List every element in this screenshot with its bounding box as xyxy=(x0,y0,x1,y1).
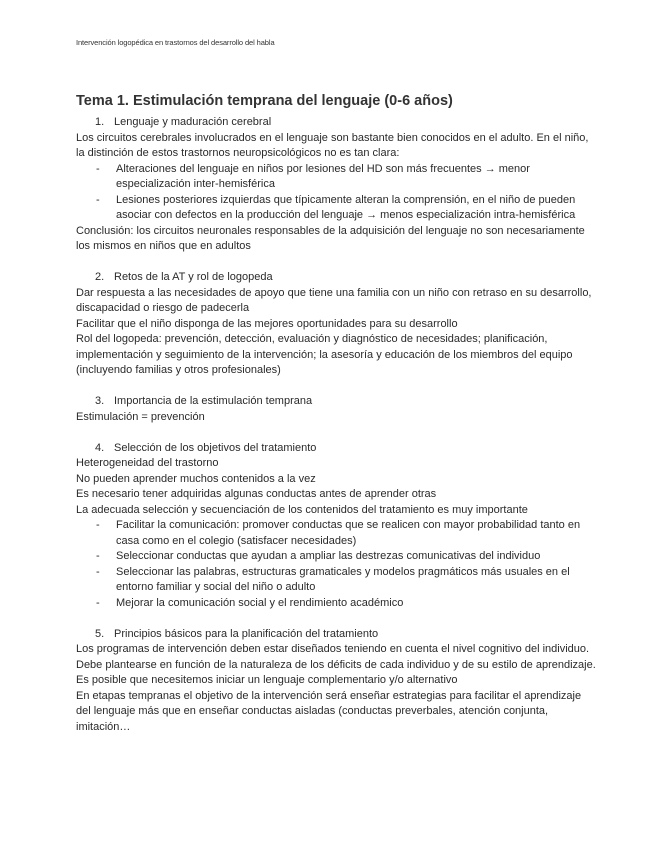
dash-marker: - xyxy=(96,193,100,206)
paragraph: Es necesario tener adquiridas algunas conductas antes de aprender otras xyxy=(76,488,437,500)
paragraph: En etapas tempranas el objetivo de la intervención será enseñar estrategias para facilitar el aprendizaje del lenguaje más que en enseñar conductas aisladas (conductas preverbales, atención conjunta, imitación… xyxy=(76,689,582,733)
page-title: Tema 1. Estimulación temprana del lenguaje (0-6 años) xyxy=(76,93,453,109)
section-heading xyxy=(76,115,596,131)
dash-marker: - xyxy=(96,162,100,175)
bullet-list xyxy=(76,162,596,224)
document-body xyxy=(76,115,596,735)
section-4 xyxy=(76,441,596,627)
section-2 xyxy=(76,270,596,394)
list-item xyxy=(76,162,596,193)
section-heading-text: Principios básicos para la planificación del tratamiento xyxy=(114,627,379,640)
section-1 xyxy=(76,115,596,270)
section-heading-text: Lenguaje y maduración cerebral xyxy=(114,116,272,128)
section-number: 1. xyxy=(95,116,105,128)
section-heading-text: Retos de la AT y rol de logopeda xyxy=(114,271,273,283)
paragraph: Dar respuesta a las necesidades de apoyo que tiene una familia con un niño con retraso en su desarrollo, discapacidad o riesgo de padecerla xyxy=(76,286,592,314)
list-item-text: Facilitar la comunicación: promover conductas que se realicen con mayor probabilidad tanto en casa como en el colegio (satisfacer necesidades) xyxy=(116,519,581,547)
section-heading-text: Importancia de la estimulación temprana xyxy=(114,395,313,407)
section-number: 3. xyxy=(95,395,105,407)
list-item-text: Seleccionar conductas que ayudan a ampliar las destrezas comunicativas del individuo xyxy=(116,550,541,562)
list-item xyxy=(76,518,596,549)
section-heading xyxy=(76,627,596,643)
bullet-list xyxy=(76,518,596,611)
paragraph: La adecuada selección y secuenciación de los contenidos del tratamiento es muy importante xyxy=(76,503,528,516)
section-number: 4. xyxy=(95,441,105,454)
paragraph: Estimulación = prevención xyxy=(76,410,205,423)
paragraph: No pueden aprender muchos contenidos a la vez xyxy=(76,472,316,485)
paragraph: Los programas de intervención deben estar diseñados teniendo en cuenta el nivel cognitivo del individuo. Debe plantearse en función de la naturaleza de los déficits de cada individuo y de su estilo de aprendizaje. Es posible que necesitemos iniciar un lenguaje complementario y/o alternativo xyxy=(76,643,596,686)
list-item xyxy=(76,549,596,565)
dash-marker: - xyxy=(96,550,100,562)
paragraph: Heterogeneidad del trastorno xyxy=(76,457,219,469)
paragraph: Facilitar que el niño disponga de las mejores oportunidades para su desarrollo xyxy=(76,317,458,330)
section-3 xyxy=(76,394,596,441)
section-spacer xyxy=(76,425,596,441)
section-number: 5. xyxy=(95,627,105,640)
section-spacer xyxy=(76,379,596,395)
list-item-text: Seleccionar las palabras, estructuras gramaticales y modelos pragmáticos más usuales en el entorno familiar y social del niño o adulto xyxy=(116,565,570,593)
paragraph: Rol del logopeda: prevención, detección, evaluación y diagnóstico de necesidades; planificación, implementación y seguimiento de la intervención; la asesoría y educación de los miembros del equipo (incluyendo familias y otros profesionales) xyxy=(76,333,573,376)
section-number: 2. xyxy=(95,271,105,283)
list-item xyxy=(76,596,596,612)
dash-marker: - xyxy=(96,519,100,531)
section-spacer xyxy=(76,611,596,627)
dash-marker: - xyxy=(96,596,100,609)
section-heading xyxy=(76,270,596,286)
paragraph: Conclusión: los circuitos neuronales responsables de la adquisición del lenguaje no son necesariamente los mismos en niños que en adultos xyxy=(76,224,585,252)
section-heading xyxy=(76,394,596,410)
section-heading xyxy=(76,441,596,457)
running-header: Intervención logopédica en trastornos del desarrollo del habla xyxy=(76,38,275,47)
dash-marker: - xyxy=(96,565,100,578)
list-item-text: Alteraciones del lenguaje en niños por lesiones del HD son más frecuentes → menor especialización inter-hemisférica xyxy=(116,162,530,190)
list-item-text: Mejorar la comunicación social y el rendimiento académico xyxy=(116,596,404,609)
list-item xyxy=(76,193,596,224)
paragraph: Los circuitos cerebrales involucrados en el lenguaje son bastante bien conocidos en el adulto. En el niño, la distinción de estos trastornos neuropsicológicos no es tan clara: xyxy=(76,131,589,159)
section-spacer xyxy=(76,255,596,271)
section-5 xyxy=(76,627,596,736)
list-item xyxy=(76,565,596,596)
section-heading-text: Selección de los objetivos del tratamiento xyxy=(114,441,317,454)
list-item-text: Lesiones posteriores izquierdas que típicamente alteran la comprensión, en el niño de pueden asociar con defectos en la producción del lenguaje → menos especialización intra-hemisférica xyxy=(116,193,576,221)
